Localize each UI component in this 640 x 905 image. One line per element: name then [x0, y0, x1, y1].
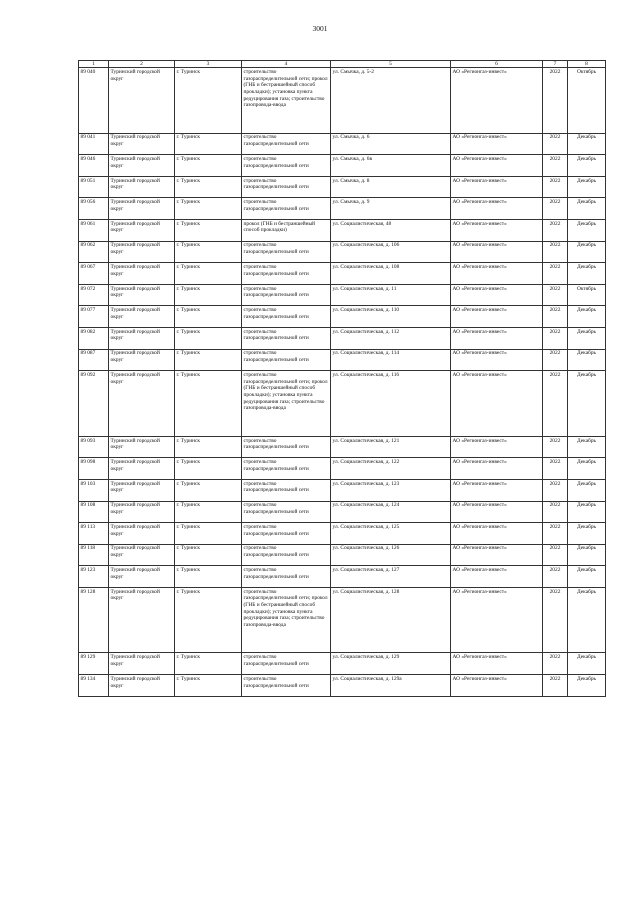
address-cell: ул. Социалистическая, д. 108 [331, 263, 451, 285]
table-row [79, 653, 606, 675]
district-cell: Туринский городской округ [109, 587, 175, 653]
month-cell: Декабрь [568, 458, 606, 480]
table-row [79, 219, 606, 241]
year-cell: 2022 [543, 241, 568, 263]
organization-cell: АО «Регионгаз-инвест» [451, 306, 543, 328]
table-row [79, 675, 606, 697]
object-code-cell: 89 113 [79, 523, 109, 545]
district-cell: Туринский городской округ [109, 349, 175, 371]
year-cell: 2022 [543, 587, 568, 653]
table-row [79, 306, 606, 328]
table-row [79, 458, 606, 480]
organization-cell: АО «Регионгаз-инвест» [451, 327, 543, 349]
address-cell: ул. Социалистическая, д. 126 [331, 544, 451, 566]
month-cell: Декабрь [568, 675, 606, 697]
month-cell: Декабрь [568, 176, 606, 198]
organization-cell: АО «Регионгаз-инвест» [451, 458, 543, 480]
organization-cell: АО «Регионгаз-инвест» [451, 219, 543, 241]
organization-cell: АО «Регионгаз-инвест» [451, 241, 543, 263]
work-type-cell: строительство газораспределительной сети [242, 675, 331, 697]
work-type-cell: строительство газораспределительной сети [242, 241, 331, 263]
month-cell: Декабрь [568, 155, 606, 177]
locality-cell: г. Туринск [175, 68, 242, 134]
object-code-cell: 89 123 [79, 566, 109, 588]
locality-cell: г. Туринск [175, 653, 242, 675]
year-cell: 2022 [543, 436, 568, 458]
work-type-cell: строительство газораспределительной сети [242, 155, 331, 177]
district-cell: Туринский городской округ [109, 133, 175, 155]
work-type-cell: строительство газораспределительной сети [242, 306, 331, 328]
locality-cell: г. Туринск [175, 501, 242, 523]
district-cell: Туринский городской округ [109, 284, 175, 306]
table-row [79, 349, 606, 371]
table-row [79, 176, 606, 198]
object-code-cell: 89 103 [79, 479, 109, 501]
table-row [79, 263, 606, 285]
object-code-cell: 89 067 [79, 263, 109, 285]
organization-cell: АО «Регионгаз-инвест» [451, 263, 543, 285]
address-cell: ул. Социалистическая, д. 128 [331, 587, 451, 653]
district-cell: Туринский городской округ [109, 675, 175, 697]
year-cell: 2022 [543, 523, 568, 545]
month-cell: Декабрь [568, 219, 606, 241]
object-code-cell: 89 056 [79, 198, 109, 220]
month-cell: Декабрь [568, 371, 606, 437]
district-cell: Туринский городской округ [109, 544, 175, 566]
page-number: 3001 [312, 24, 328, 33]
work-type-cell: строительство газораспределительной сети [242, 436, 331, 458]
organization-cell: АО «Регионгаз-инвест» [451, 436, 543, 458]
object-code-cell: 89 129 [79, 653, 109, 675]
gasification-schedule-table [78, 60, 606, 697]
address-cell: ул. Социалистическая, д. 122 [331, 458, 451, 480]
organization-cell: АО «Регионгаз-инвест» [451, 133, 543, 155]
work-type-cell: строительство газораспределительной сети [242, 479, 331, 501]
month-cell: Декабрь [568, 501, 606, 523]
organization-cell: АО «Регионгаз-инвест» [451, 349, 543, 371]
year-cell: 2022 [543, 306, 568, 328]
organization-cell: АО «Регионгаз-инвест» [451, 176, 543, 198]
month-cell: Декабрь [568, 479, 606, 501]
work-type-cell: строительство газораспределительной сети [242, 653, 331, 675]
locality-cell: г. Туринск [175, 523, 242, 545]
year-cell: 2022 [543, 327, 568, 349]
address-cell: ул. Социалистическая, д. 129 [331, 653, 451, 675]
district-cell: Туринский городской округ [109, 458, 175, 480]
locality-cell: г. Туринск [175, 587, 242, 653]
address-cell: ул. Социалистическая, д. 124 [331, 501, 451, 523]
work-type-cell: прокол (ГНБ и бестраншейный способ прокладки) [242, 219, 331, 241]
table-row [79, 436, 606, 458]
district-cell: Туринский городской округ [109, 371, 175, 437]
year-cell: 2022 [543, 544, 568, 566]
locality-cell: г. Туринск [175, 155, 242, 177]
district-cell: Туринский городской округ [109, 436, 175, 458]
table-row [79, 479, 606, 501]
locality-cell: г. Туринск [175, 176, 242, 198]
column-number: 5 [331, 61, 451, 68]
address-cell: ул. Социалистическая, д. 127 [331, 566, 451, 588]
address-cell: ул. Социалистическая, д. 11 [331, 284, 451, 306]
address-cell: ул. Смычка, д. 5-2 [331, 68, 451, 134]
year-cell: 2022 [543, 566, 568, 588]
address-cell: ул. Смычка, д. 6 [331, 133, 451, 155]
locality-cell: г. Туринск [175, 436, 242, 458]
locality-cell: г. Туринск [175, 349, 242, 371]
object-code-cell: 89 077 [79, 306, 109, 328]
address-cell: ул. Социалистическая, д. 123 [331, 479, 451, 501]
table-row [79, 133, 606, 155]
locality-cell: г. Туринск [175, 263, 242, 285]
year-cell: 2022 [543, 155, 568, 177]
address-cell: ул. Смычка, д. 8 [331, 176, 451, 198]
object-code-cell: 89 082 [79, 327, 109, 349]
object-code-cell: 89 087 [79, 349, 109, 371]
year-cell: 2022 [543, 284, 568, 306]
object-code-cell: 89 041 [79, 133, 109, 155]
month-cell: Декабрь [568, 544, 606, 566]
district-cell: Туринский городской округ [109, 653, 175, 675]
object-code-cell: 89 092 [79, 371, 109, 437]
month-cell: Декабрь [568, 306, 606, 328]
locality-cell: г. Туринск [175, 675, 242, 697]
work-type-cell: строительство газораспределительной сети [242, 349, 331, 371]
district-cell: Туринский городской округ [109, 501, 175, 523]
district-cell: Туринский городской округ [109, 566, 175, 588]
month-cell: Октябрь [568, 68, 606, 134]
locality-cell: г. Туринск [175, 544, 242, 566]
month-cell: Декабрь [568, 198, 606, 220]
work-type-cell: строительство газораспределительной сети [242, 544, 331, 566]
work-type-cell: строительство газораспределительной сети [242, 263, 331, 285]
address-cell: ул. Смычка, д. 6в [331, 155, 451, 177]
organization-cell: АО «Регионгаз-инвест» [451, 198, 543, 220]
district-cell: Туринский городской округ [109, 263, 175, 285]
work-type-cell: строительство газораспределительной сети [242, 198, 331, 220]
work-type-cell: строительство газораспределительной сети [242, 566, 331, 588]
table-row [79, 587, 606, 653]
district-cell: Туринский городской округ [109, 68, 175, 134]
work-type-cell: строительство газораспределительной сети [242, 501, 331, 523]
column-number: 6 [451, 61, 543, 68]
year-cell: 2022 [543, 263, 568, 285]
address-cell: ул. Социалистическая, д. 114 [331, 349, 451, 371]
district-cell: Туринский городской округ [109, 219, 175, 241]
month-cell: Декабрь [568, 523, 606, 545]
year-cell: 2022 [543, 479, 568, 501]
month-cell: Декабрь [568, 133, 606, 155]
organization-cell: АО «Регионгаз-инвест» [451, 544, 543, 566]
organization-cell: АО «Регионгаз-инвест» [451, 155, 543, 177]
address-cell: ул. Социалистическая, д. 110 [331, 306, 451, 328]
district-cell: Туринский городской округ [109, 241, 175, 263]
organization-cell: АО «Регионгаз-инвест» [451, 501, 543, 523]
month-cell: Декабрь [568, 587, 606, 653]
work-type-cell: строительство газораспределительной сети [242, 133, 331, 155]
address-cell: ул. Социалистическая, д. 116 [331, 371, 451, 437]
organization-cell: АО «Регионгаз-инвест» [451, 284, 543, 306]
locality-cell: г. Туринск [175, 566, 242, 588]
column-number: 1 [79, 61, 109, 68]
column-number: 2 [109, 61, 175, 68]
locality-cell: г. Туринск [175, 284, 242, 306]
object-code-cell: 89 098 [79, 458, 109, 480]
table-row [79, 327, 606, 349]
work-type-cell: строительство газораспределительной сети; прокол (ГНБ и бестраншейный способ прокладки); установка пункта редуцирования газа; строительство газопровода-ввода [242, 371, 331, 437]
work-type-cell: строительство газораспределительной сети; прокол (ГНБ и бестраншейный способ прокладки); установка пункта редуцирования газа; строительство газопровода-ввода [242, 68, 331, 134]
organization-cell: АО «Регионгаз-инвест» [451, 675, 543, 697]
year-cell: 2022 [543, 198, 568, 220]
district-cell: Туринский городской округ [109, 198, 175, 220]
month-cell: Декабрь [568, 566, 606, 588]
column-number: 4 [242, 61, 331, 68]
object-code-cell: 89 061 [79, 219, 109, 241]
year-cell: 2022 [543, 371, 568, 437]
work-type-cell: строительство газораспределительной сети [242, 327, 331, 349]
table-row [79, 241, 606, 263]
year-cell: 2022 [543, 349, 568, 371]
month-cell: Декабрь [568, 327, 606, 349]
locality-cell: г. Туринск [175, 133, 242, 155]
month-cell: Октябрь [568, 284, 606, 306]
column-number: 3 [175, 61, 242, 68]
table-row [79, 198, 606, 220]
object-code-cell: 89 128 [79, 587, 109, 653]
table-row [79, 501, 606, 523]
table-row [79, 566, 606, 588]
organization-cell: АО «Регионгаз-инвест» [451, 566, 543, 588]
year-cell: 2022 [543, 68, 568, 134]
locality-cell: г. Туринск [175, 306, 242, 328]
object-code-cell: 89 118 [79, 544, 109, 566]
locality-cell: г. Туринск [175, 198, 242, 220]
year-cell: 2022 [543, 458, 568, 480]
district-cell: Туринский городской округ [109, 176, 175, 198]
work-type-cell: строительство газораспределительной сети [242, 176, 331, 198]
month-cell: Декабрь [568, 349, 606, 371]
organization-cell: АО «Регионгаз-инвест» [451, 653, 543, 675]
locality-cell: г. Туринск [175, 241, 242, 263]
year-cell: 2022 [543, 133, 568, 155]
work-type-cell: строительство газораспределительной сети; прокол (ГНБ и бестраншейный способ прокладки); установка пункта редуцирования газа; строительство газопровода-ввода [242, 587, 331, 653]
column-number: 8 [568, 61, 606, 68]
organization-cell: АО «Регионгаз-инвест» [451, 371, 543, 437]
column-number-row [79, 61, 606, 68]
locality-cell: г. Туринск [175, 327, 242, 349]
table-row [79, 155, 606, 177]
table-row [79, 68, 606, 134]
object-code-cell: 89 046 [79, 155, 109, 177]
year-cell: 2022 [543, 176, 568, 198]
object-code-cell: 89 062 [79, 241, 109, 263]
locality-cell: г. Туринск [175, 479, 242, 501]
address-cell: ул. Смычка, д. 9 [331, 198, 451, 220]
year-cell: 2022 [543, 675, 568, 697]
address-cell: ул. Социалистическая, д. 121 [331, 436, 451, 458]
object-code-cell: 89 051 [79, 176, 109, 198]
organization-cell: АО «Регионгаз-инвест» [451, 68, 543, 134]
year-cell: 2022 [543, 501, 568, 523]
table-row [79, 544, 606, 566]
address-cell: ул. Социалистическая, 48 [331, 219, 451, 241]
year-cell: 2022 [543, 653, 568, 675]
month-cell: Декабрь [568, 241, 606, 263]
address-cell: ул. Социалистическая, д. 112 [331, 327, 451, 349]
month-cell: Декабрь [568, 263, 606, 285]
table-row [79, 523, 606, 545]
table-row [79, 284, 606, 306]
organization-cell: АО «Регионгаз-инвест» [451, 523, 543, 545]
district-cell: Туринский городской округ [109, 327, 175, 349]
address-cell: ул. Социалистическая, д. 129а [331, 675, 451, 697]
address-cell: ул. Социалистическая, д. 106 [331, 241, 451, 263]
organization-cell: АО «Регионгаз-инвест» [451, 479, 543, 501]
district-cell: Туринский городской округ [109, 479, 175, 501]
work-type-cell: строительство газораспределительной сети [242, 458, 331, 480]
district-cell: Туринский городской округ [109, 523, 175, 545]
work-type-cell: строительство газораспределительной сети [242, 523, 331, 545]
year-cell: 2022 [543, 219, 568, 241]
locality-cell: г. Туринск [175, 371, 242, 437]
object-code-cell: 89 040 [79, 68, 109, 134]
month-cell: Декабрь [568, 653, 606, 675]
district-cell: Туринский городской округ [109, 306, 175, 328]
object-code-cell: 89 134 [79, 675, 109, 697]
district-cell: Туринский городской округ [109, 155, 175, 177]
column-number: 7 [543, 61, 568, 68]
month-cell: Декабрь [568, 436, 606, 458]
locality-cell: г. Туринск [175, 458, 242, 480]
work-type-cell: строительство газораспределительной сети [242, 284, 331, 306]
organization-cell: АО «Регионгаз-инвест» [451, 587, 543, 653]
address-cell: ул. Социалистическая, д. 125 [331, 523, 451, 545]
object-code-cell: 89 093 [79, 436, 109, 458]
object-code-cell: 89 072 [79, 284, 109, 306]
table-row [79, 371, 606, 437]
locality-cell: г. Туринск [175, 219, 242, 241]
object-code-cell: 89 108 [79, 501, 109, 523]
